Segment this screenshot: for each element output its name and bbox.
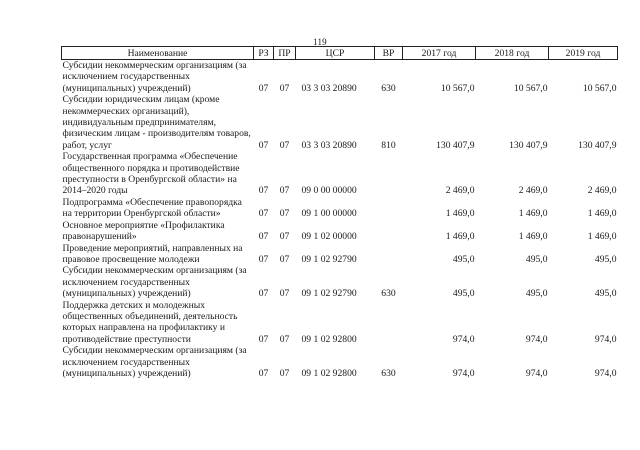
row-name-text: Проведение мероприятий, направленных на правовое просвещение молодежи (62, 242, 243, 265)
header-year-2017: 2017 год (403, 47, 476, 60)
table-row (62, 220, 618, 243)
row-value-2019: 974,0 (594, 333, 617, 345)
table-row (62, 60, 618, 95)
row-vr (375, 300, 403, 346)
header-csr: ЦСР (296, 47, 375, 60)
row-csr: 03 3 03 20890 (301, 139, 357, 151)
row-value-2019: 974,0 (594, 367, 617, 379)
row-name-text: Поддержка детских и молодежных общественных объединений, деятельность которых направлена на профилактику и противодействие преступности (62, 299, 238, 345)
row-value-2018: 1 469,0 (518, 231, 548, 243)
row-pr: 07 (279, 253, 290, 265)
row-csr: 09 1 00 00000 (301, 208, 357, 220)
budget-table (61, 46, 618, 379)
row-value-2017: 974,0 (452, 333, 475, 345)
row-rz: 07 (258, 185, 269, 197)
row-value-2019: 130 407,9 (578, 139, 617, 151)
row-name (62, 60, 254, 95)
row-pr: 07 (279, 367, 290, 379)
table-row (62, 151, 618, 197)
row-name-text: Основное мероприятие «Профилактика правонарушений» (62, 219, 225, 243)
row-value-2017: 1 469,0 (445, 231, 475, 243)
row-name-text: Государственная программа «Обеспечение общественного порядка и противодействие преступности в Оренбургской области» на 2014–2020 годы (62, 151, 240, 197)
table-row (62, 265, 618, 299)
header-rz: РЗ (254, 47, 274, 60)
row-name (62, 94, 254, 151)
row-pr: 07 (279, 139, 290, 151)
row-value-2017: 974,0 (452, 367, 475, 379)
row-value-2018: 974,0 (525, 367, 548, 379)
row-vr: 810 (381, 139, 396, 151)
row-name (62, 220, 254, 243)
table-row (62, 300, 618, 346)
row-rz: 07 (258, 139, 269, 151)
row-name (62, 345, 254, 379)
table-row (62, 94, 618, 151)
row-csr: 09 1 02 92800 (301, 367, 357, 379)
row-value-2019: 1 469,0 (587, 208, 617, 220)
row-vr (375, 197, 403, 220)
row-value-2017: 495,0 (452, 288, 475, 300)
row-pr: 07 (279, 231, 290, 243)
row-value-2017: 10 567,0 (440, 82, 475, 94)
row-name-text: Субсидии некоммерческим организациям (за исключением государственных (муниципальных) учреждений) (62, 265, 247, 300)
header-pr: ПР (274, 47, 296, 60)
table-row (62, 345, 618, 379)
row-csr: 09 1 02 92790 (301, 288, 357, 300)
table-row (62, 243, 618, 266)
row-rz: 07 (258, 82, 269, 94)
row-rz: 07 (258, 333, 269, 345)
row-vr (375, 243, 403, 266)
row-rz: 07 (258, 231, 269, 243)
row-pr: 07 (279, 82, 290, 94)
row-pr: 07 (279, 208, 290, 220)
row-value-2018: 974,0 (525, 333, 548, 345)
row-value-2018: 1 469,0 (518, 208, 548, 220)
header-year-2019: 2019 год (549, 47, 618, 60)
row-value-2017: 2 469,0 (445, 185, 475, 197)
row-vr (375, 151, 403, 197)
row-value-2017: 1 469,0 (445, 208, 475, 220)
row-rz: 07 (258, 208, 269, 220)
row-value-2018: 495,0 (525, 253, 548, 265)
row-csr: 09 1 02 92800 (301, 333, 357, 345)
row-value-2019: 2 469,0 (587, 185, 617, 197)
row-value-2018: 130 407,9 (509, 139, 548, 151)
row-name-text: Подпрограмма «Обеспечение правопорядка на территории Оренбургской области» (62, 196, 242, 220)
row-name (62, 300, 254, 346)
row-vr: 630 (381, 288, 396, 300)
row-vr: 630 (381, 367, 396, 379)
row-name (62, 243, 254, 266)
header-name: Наименование (62, 47, 254, 60)
row-pr: 07 (279, 333, 290, 345)
row-csr: 03 3 03 20890 (301, 82, 357, 94)
row-pr: 07 (279, 185, 290, 197)
row-value-2018: 2 469,0 (518, 185, 548, 197)
row-value-2017: 130 407,9 (436, 139, 475, 151)
row-value-2018: 495,0 (525, 288, 548, 300)
table-header-row (62, 47, 618, 60)
row-name-text: Субсидии некоммерческим организациям (за исключением государственных (муниципальных) учреждений) (62, 60, 247, 94)
row-csr: 09 1 02 92790 (301, 253, 357, 265)
row-value-2018: 10 567,0 (513, 82, 548, 94)
row-vr: 630 (381, 82, 396, 94)
row-pr: 07 (279, 288, 290, 300)
row-name-text: Субсидии некоммерческим организациям (за исключением государственных (муниципальных) учреждений) (62, 345, 247, 379)
row-value-2019: 495,0 (594, 253, 617, 265)
row-value-2019: 1 469,0 (587, 231, 617, 243)
row-rz: 07 (258, 253, 269, 265)
row-name (62, 151, 254, 197)
row-value-2017: 495,0 (452, 253, 475, 265)
row-vr (375, 220, 403, 243)
row-value-2019: 10 567,0 (582, 82, 617, 94)
table-row (62, 197, 618, 220)
row-csr: 09 1 02 00000 (301, 231, 357, 243)
row-name (62, 265, 254, 299)
row-csr: 09 0 00 00000 (301, 185, 357, 197)
row-name (62, 197, 254, 220)
row-rz: 07 (258, 288, 269, 300)
row-value-2019: 495,0 (594, 288, 617, 300)
row-name-text: Субсидии юридическим лицам (кроме некоммерческих организаций), индивидуальным предпринимателям, физическим лицам - производителям товаров, работ, услуг (62, 94, 251, 151)
page-number: 119 (313, 37, 327, 47)
header-vr: ВР (375, 47, 403, 60)
row-rz: 07 (258, 367, 269, 379)
header-year-2018: 2018 год (476, 47, 549, 60)
